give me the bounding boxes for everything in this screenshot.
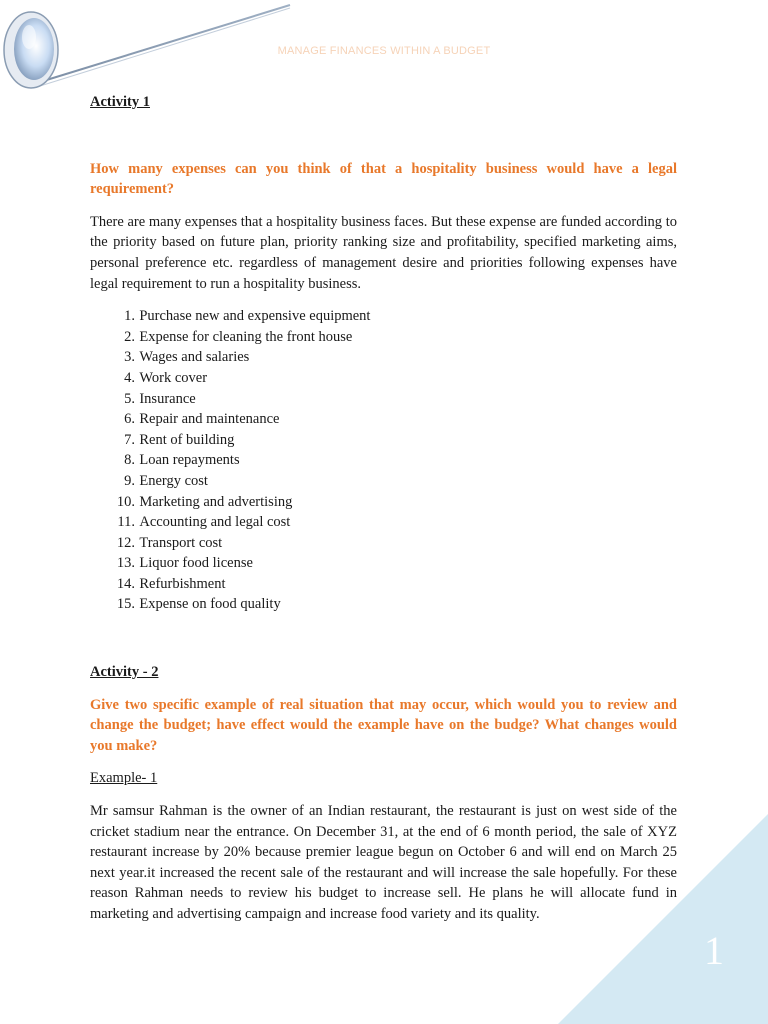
activity-1-question: How many expenses can you think of that a hospitality business would have a legal requirement? xyxy=(90,160,677,198)
list-item: 6. Repair and maintenance xyxy=(124,411,280,428)
list-item: 7. Rent of building xyxy=(124,431,235,448)
list-item: 13. Liquor food license xyxy=(116,555,253,572)
running-header-title: MANAGE FINANCES WITHIN A BUDGET xyxy=(277,45,491,57)
list-item: 9. Energy cost xyxy=(124,472,208,489)
document-body xyxy=(90,92,677,925)
list-item: 1. Purchase new and expensive equipment xyxy=(124,308,371,325)
list-item: 15. Expense on food quality xyxy=(116,596,281,613)
list-item: 2. Expense for cleaning the front house xyxy=(124,328,353,345)
expense-list xyxy=(90,306,677,615)
list-item: 3. Wages and salaries xyxy=(124,349,250,366)
list-item: 10. Marketing and advertising xyxy=(116,493,293,510)
example-1-title: Example- 1 xyxy=(90,770,158,787)
list-item: 8. Loan repayments xyxy=(124,452,240,469)
activity-2-question: Give two specific example of real situation that may occur, which would you to review and change the budget; have effect would the example have on the budge? What changes would you make? xyxy=(90,696,677,754)
list-item: 14. Refurbishment xyxy=(116,575,226,592)
example-1-paragraph: Mr samsur Rahman is the owner of an Indian restaurant, the restaurant is just on west side of the cricket stadium near the entrance. On December 31, at the end of 6 month period, the sale of XYZ restaurant increase by 20% because premier league begun on October 6 and will end on March 25 next year.it increased the recent sale of the restaurant and will increase the sale hopefully. For these reason Rahman needs to review his budget to increase sell. He plans he will allocate fund in marketing and advertising campaign and increase food variety and its quality. xyxy=(90,803,677,922)
list-item: 5. Insurance xyxy=(124,390,196,407)
activity-1-paragraph: There are many expenses that a hospitality business faces. But these expense are funded according to the priority based on future plan, priority ranking size and profitability, specified marketing aims, personal preference etc. regardless of management desire and priorities following expenses have legal requirement to run a hospitality business. xyxy=(90,213,677,292)
page-number: 1 xyxy=(704,928,724,973)
activity-1-heading: Activity 1 xyxy=(90,94,150,110)
list-item: 11. Accounting and legal cost xyxy=(117,514,291,531)
list-item: 12. Transport cost xyxy=(116,534,223,551)
activity-2-heading: Activity - 2 xyxy=(90,664,159,681)
list-item: 4. Work cover xyxy=(124,369,208,386)
